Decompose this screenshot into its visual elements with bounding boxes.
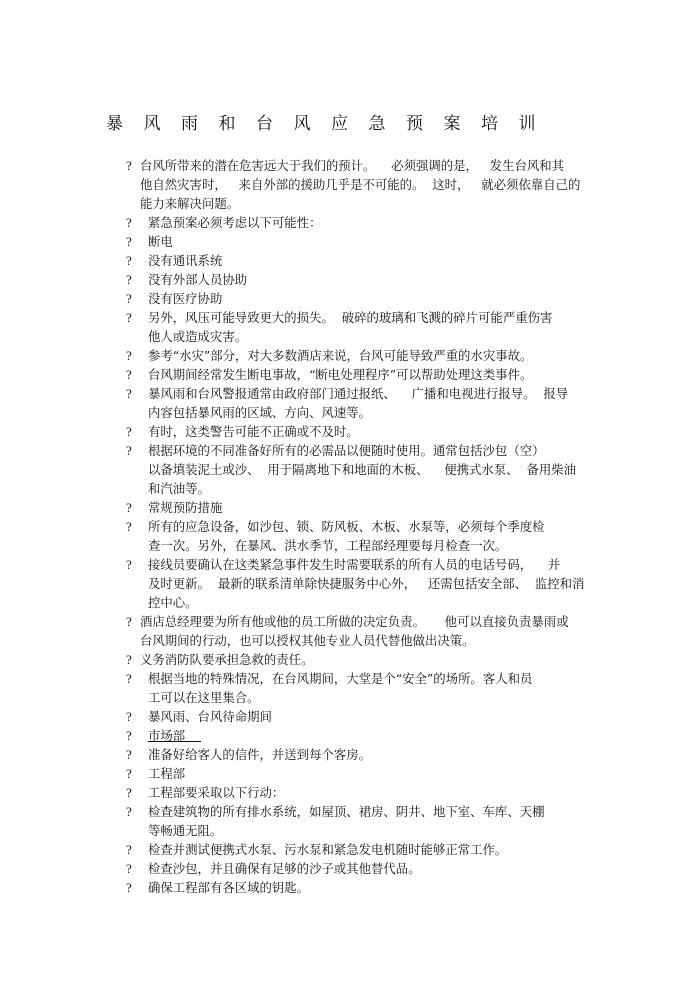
bullet-mark: ? (126, 766, 132, 781)
list-item-text: 没有外部人员协助 (148, 272, 248, 287)
list-item (0, 384, 700, 422)
list-item-text: 工程部 (148, 766, 186, 781)
list-item (0, 346, 700, 365)
list-item-text: 工程部要采取以下行动： (148, 785, 285, 800)
list-item (0, 859, 700, 878)
list-item-text: 义务消防队要承担急救的责任。 (140, 652, 314, 667)
list-item-text: 台风期间经常发生断电事故，“断电处理程序”可以帮助处理这类事件。 (148, 367, 533, 382)
list-item-text: 所有的应急设备，如沙包、锁、防风板、木板、水泵等，必须每个季度检 查一次。另外，在暴风、洪水季节，工程部经理要每月检查一次。 (148, 519, 545, 553)
list-item-text: 检查建筑物的所有排水系统，如屋顶、裙房、阴井、地下室、车库、天棚 等畅通无阻。 (148, 804, 545, 838)
bullet-mark: ? (126, 557, 132, 572)
list-item-text: 检查并测试便携式水泵、污水泵和紧急发电机随时能够正常工作。 (148, 842, 508, 857)
bullet-mark: ? (126, 310, 132, 325)
bullet-mark: ? (126, 443, 132, 458)
bullet-list (0, 156, 700, 897)
list-item (0, 878, 700, 897)
list-item-text: 接线员要确认在这类紧急事件发生时需要联系的所有人员的电话号码， 并 及时更新。 最新的联系清单除快捷服务中心外， 还需包括安全部、 监控和消 控中心。 (148, 557, 585, 610)
list-item-text: 暴风雨和台风警报通常由政府部门通过报纸、 广播和电视进行报导。 报导 内容包括暴风雨的区域、方向、风速等。 (148, 386, 569, 420)
list-item (0, 764, 700, 783)
list-item (0, 251, 700, 270)
list-item-text: 常规预防措施 (148, 500, 223, 515)
list-item-text: 没有医疗协助 (148, 291, 223, 306)
list-item-text: 暴风雨、台风待命期间 (148, 709, 272, 724)
list-item-text: 断电 (148, 234, 173, 249)
list-item (0, 422, 700, 441)
list-item (0, 232, 700, 251)
list-item (0, 441, 700, 498)
list-item (0, 517, 700, 555)
list-item-text: 确保工程部有各区域的钥匙。 (148, 880, 310, 895)
list-item-text: 没有通讯系统 (148, 253, 223, 268)
list-item-text: 准备好给客人的信件，并送到每个客房。 (148, 747, 372, 762)
list-item (0, 308, 700, 346)
list-item (0, 156, 700, 213)
list-item (0, 783, 700, 802)
list-item-text: 台风所带来的潜在危害远大于我们的预计。 必须强调的是， 发生台风和其 他自然灾害时， 来自外部的援助几乎是不可能的。 这时， 就必须依靠自己的 能力来解决问题。 (140, 158, 581, 211)
list-item (0, 612, 700, 650)
bullet-mark: ? (126, 671, 132, 686)
list-item (0, 270, 700, 289)
list-item-text: 市场部 (148, 728, 201, 743)
list-item-text: 根据环境的不同准备好所有的必需品以便随时使用。通常包括沙包（空） 以备填装泥土或沙、 用于隔离地下和地面的木板、 便携式水泵、 备用柴油 和汽油等。 (148, 443, 577, 496)
list-item (0, 707, 700, 726)
list-item-text: 紧急预案必须考虑以下可能性： (148, 215, 322, 230)
bullet-mark: ? (126, 614, 132, 629)
bullet-mark: ? (126, 804, 132, 819)
list-item (0, 802, 700, 840)
page-title: 暴风雨和台风应急预案培训 (106, 114, 556, 134)
list-item (0, 745, 700, 764)
list-item-text: 另外，风压可能导致更大的损失。 破碎的玻璃和飞溅的碎片可能严重伤害 他人或造成灾害。 (148, 310, 553, 344)
list-item-text: 根据当地的特殊情况，在台风期间，大堂是个“安全”的场所。客人和员 工可以在这里集合。 (148, 671, 533, 705)
bullet-mark: ? (126, 234, 132, 249)
bullet-mark: ? (126, 747, 132, 762)
list-item-text: 检查沙包，并且确保有足够的沙子或其他替代品。 (148, 861, 421, 876)
bullet-mark: ? (126, 272, 132, 287)
bullet-mark: ? (126, 728, 132, 743)
bullet-mark: ? (126, 880, 132, 895)
bullet-mark: ? (126, 861, 132, 876)
bullet-mark: ? (126, 367, 132, 382)
list-item (0, 555, 700, 612)
bullet-mark: ? (126, 291, 132, 306)
list-item (0, 365, 700, 384)
list-item (0, 669, 700, 707)
bullet-mark: ? (126, 500, 132, 515)
bullet-mark: ? (126, 519, 132, 534)
bullet-mark: ? (126, 215, 132, 230)
list-item-text: 参考“水灾”部分，对大多数酒店来说，台风可能导致严重的水灾事故。 (148, 348, 533, 363)
list-item (0, 840, 700, 859)
bullet-mark: ? (126, 709, 132, 724)
bullet-mark: ? (126, 158, 132, 173)
list-item (0, 289, 700, 308)
list-item (0, 498, 700, 517)
list-item (0, 726, 700, 745)
bullet-mark: ? (126, 253, 132, 268)
bullet-mark: ? (126, 424, 132, 439)
list-item (0, 650, 700, 669)
list-item (0, 213, 700, 232)
list-item-text: 有时，这类警告可能不正确或不及时。 (148, 424, 359, 439)
bullet-mark: ? (126, 386, 132, 401)
bullet-mark: ? (126, 842, 132, 857)
bullet-mark: ? (126, 652, 132, 667)
bullet-mark: ? (126, 785, 132, 800)
bullet-mark: ? (126, 348, 132, 363)
list-item-text: 酒店总经理要为所有他或他的员工所做的决定负责。 他可以直接负责暴雨或 台风期间的行动，也可以授权其他专业人员代替他做出决策。 (140, 614, 569, 648)
